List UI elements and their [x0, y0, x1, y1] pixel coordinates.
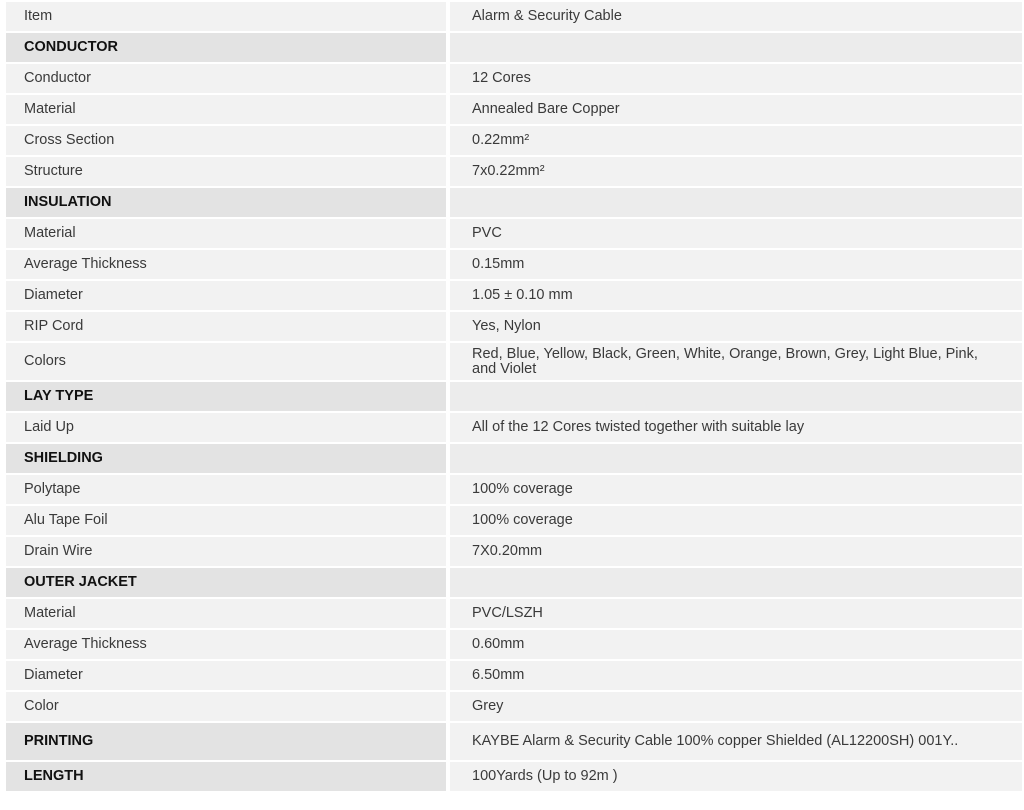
spec-value: 7x0.22mm²: [450, 157, 1022, 186]
section-label: SHIELDING: [6, 444, 446, 473]
spec-row-alu-tape-foil: [6, 506, 1022, 535]
spec-row-cross-section: [6, 126, 1022, 155]
section-header-length: [6, 762, 1022, 791]
spec-row-insulation-diameter: [6, 281, 1022, 310]
section-value: [450, 188, 1022, 217]
spec-value: Annealed Bare Copper: [450, 95, 1022, 124]
section-value: [450, 382, 1022, 411]
spec-row-insulation-thickness: [6, 250, 1022, 279]
spec-label: Diameter: [6, 281, 446, 310]
spec-row-laid-up: [6, 413, 1022, 442]
spec-label: Colors: [6, 343, 446, 380]
spec-label: Conductor: [6, 64, 446, 93]
spec-label: Material: [6, 95, 446, 124]
spec-value: 0.22mm²: [450, 126, 1022, 155]
spec-row-jacket-material: [6, 599, 1022, 628]
section-label: CONDUCTOR: [6, 33, 446, 62]
spec-row-rip-cord: [6, 312, 1022, 341]
spec-value: 0.60mm: [450, 630, 1022, 659]
spec-value: PVC/LSZH: [450, 599, 1022, 628]
spec-label: Material: [6, 599, 446, 628]
spec-label: Average Thickness: [6, 250, 446, 279]
spec-label: RIP Cord: [6, 312, 446, 341]
section-value: [450, 444, 1022, 473]
section-header-outer-jacket: [6, 568, 1022, 597]
section-header-insulation: [6, 188, 1022, 217]
spec-value: Alarm & Security Cable: [450, 2, 1022, 31]
spec-value: Red, Blue, Yellow, Black, Green, White, Orange, Brown, Grey, Light Blue, Pink, and Violet: [450, 343, 1022, 380]
section-value: KAYBE Alarm & Security Cable 100% copper Shielded (AL12200SH) 001Y..: [450, 723, 1022, 760]
spec-table: [2, 0, 1024, 793]
spec-row-jacket-thickness: [6, 630, 1022, 659]
spec-label: Cross Section: [6, 126, 446, 155]
section-value: [450, 568, 1022, 597]
section-label: OUTER JACKET: [6, 568, 446, 597]
spec-value: Grey: [450, 692, 1022, 721]
spec-row-jacket-diameter: [6, 661, 1022, 690]
section-header-lay-type: [6, 382, 1022, 411]
spec-label: Diameter: [6, 661, 446, 690]
section-value: [450, 33, 1022, 62]
section-header-printing: [6, 723, 1022, 760]
spec-row-conductor-material: [6, 95, 1022, 124]
spec-label: Drain Wire: [6, 537, 446, 566]
spec-row-item: [6, 2, 1022, 31]
spec-value: PVC: [450, 219, 1022, 248]
section-label: LAY TYPE: [6, 382, 446, 411]
spec-row-structure: [6, 157, 1022, 186]
spec-value: 6.50mm: [450, 661, 1022, 690]
spec-value: 1.05 ± 0.10 mm: [450, 281, 1022, 310]
spec-row-drain-wire: [6, 537, 1022, 566]
spec-value: 100% coverage: [450, 506, 1022, 535]
section-label: LENGTH: [6, 762, 446, 791]
spec-row-jacket-color: [6, 692, 1022, 721]
spec-label: Average Thickness: [6, 630, 446, 659]
spec-label: Alu Tape Foil: [6, 506, 446, 535]
section-label: PRINTING: [6, 723, 446, 760]
spec-label: Polytape: [6, 475, 446, 504]
spec-label: Material: [6, 219, 446, 248]
spec-value: 12 Cores: [450, 64, 1022, 93]
spec-row-colors: [6, 343, 1022, 380]
spec-value: All of the 12 Cores twisted together with suitable lay: [450, 413, 1022, 442]
section-value: 100Yards (Up to 92m ): [450, 762, 1022, 791]
section-header-conductor: [6, 33, 1022, 62]
spec-value: 0.15mm: [450, 250, 1022, 279]
spec-row-conductor: [6, 64, 1022, 93]
section-header-shielding: [6, 444, 1022, 473]
spec-value: Yes, Nylon: [450, 312, 1022, 341]
section-label: INSULATION: [6, 188, 446, 217]
spec-label: Structure: [6, 157, 446, 186]
spec-label: Color: [6, 692, 446, 721]
spec-row-insulation-material: [6, 219, 1022, 248]
spec-value: 7X0.20mm: [450, 537, 1022, 566]
spec-value: 100% coverage: [450, 475, 1022, 504]
spec-label: Laid Up: [6, 413, 446, 442]
spec-label: Item: [6, 2, 446, 31]
spec-row-polytape: [6, 475, 1022, 504]
